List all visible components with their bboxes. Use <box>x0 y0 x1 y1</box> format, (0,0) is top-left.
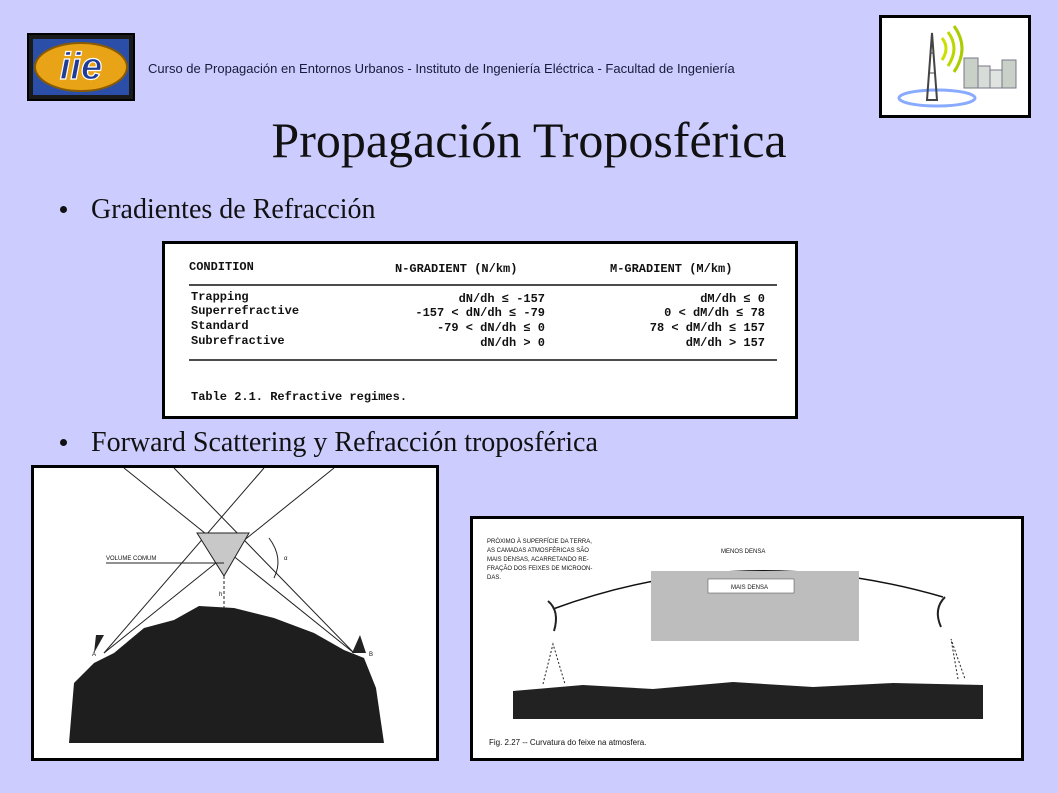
iie-logo <box>27 33 135 101</box>
angle-label: α <box>284 556 288 562</box>
table-header-condition: CONDITION <box>189 260 254 274</box>
station-a-label: A <box>92 652 97 658</box>
table-row-n: dN/dh ≤ -157 <box>458 292 545 306</box>
table-row-m: dM/dh > 157 <box>685 336 765 350</box>
note-line: AS CAMADAS ATMOSFÉRICAS SÃO <box>487 548 589 554</box>
table-row-condition: Subrefractive <box>191 334 285 348</box>
table-row-m: 0 < dM/dh ≤ 78 <box>664 306 765 320</box>
slide-title: Propagación Troposférica <box>271 112 787 168</box>
figure-caption: Fig. 2.27 -- Curvatura do feixe na atmosfera. <box>489 738 647 747</box>
table-row-condition: Trapping <box>191 290 249 304</box>
station-b-label: B <box>369 652 374 658</box>
less-dense-label: MENOS DENSA <box>721 549 766 555</box>
note-line: PRÓXIMO À SUPERFÍCIE DA TERRA, <box>487 539 592 545</box>
table-header-n-gradient: N-GRADIENT (N/km) <box>395 262 518 276</box>
note-line: MAIS DENSAS, ACARRETANDO RE- <box>487 557 589 563</box>
course-header: Curso de Propagación en Entornos Urbanos - Instituto de Ingeniería Eléctrica - Facultad de Ingeniería <box>148 61 735 76</box>
table-row-condition: Standard <box>191 319 249 333</box>
more-dense-label: MAIS DENSA <box>731 585 769 591</box>
table-row-n: -157 < dN/dh ≤ -79 <box>415 306 545 320</box>
table-header-m-gradient: M-GRADIENT (M/km) <box>610 262 733 276</box>
table-caption: Table 2.1. Refractive regimes. <box>191 390 408 404</box>
table-row-m: 78 < dM/dh ≤ 157 <box>649 321 765 335</box>
table-row-condition: Superrefractive <box>191 304 300 318</box>
table-row-m: dM/dh ≤ 0 <box>700 292 765 306</box>
bullet-dot <box>60 439 67 446</box>
height-label: h <box>219 592 223 598</box>
bullet-gradients <box>60 194 376 226</box>
beam-curvature-figure <box>470 516 1024 761</box>
bullet-forward-scattering <box>60 427 598 459</box>
table-row-n: dN/dh > 0 <box>480 336 545 350</box>
refraction-table-figure <box>162 241 798 419</box>
note-line: FRAÇÃO DOS FEIXES DE MICROON- <box>487 566 593 572</box>
note-line: DAS. <box>487 575 502 581</box>
forward-scattering-figure <box>31 465 439 761</box>
volume-label: VOLUME COMUM <box>106 556 157 562</box>
antenna-city-illustration <box>879 15 1031 118</box>
table-row-n: -79 < dN/dh ≤ 0 <box>436 321 545 335</box>
bullet-dot <box>60 206 67 213</box>
bullet-forward-scattering-text: Forward Scattering y Refracción troposférica <box>91 427 598 458</box>
logo-text: iie <box>59 46 103 88</box>
bullet-gradients-text: Gradientes de Refracción <box>91 194 376 225</box>
